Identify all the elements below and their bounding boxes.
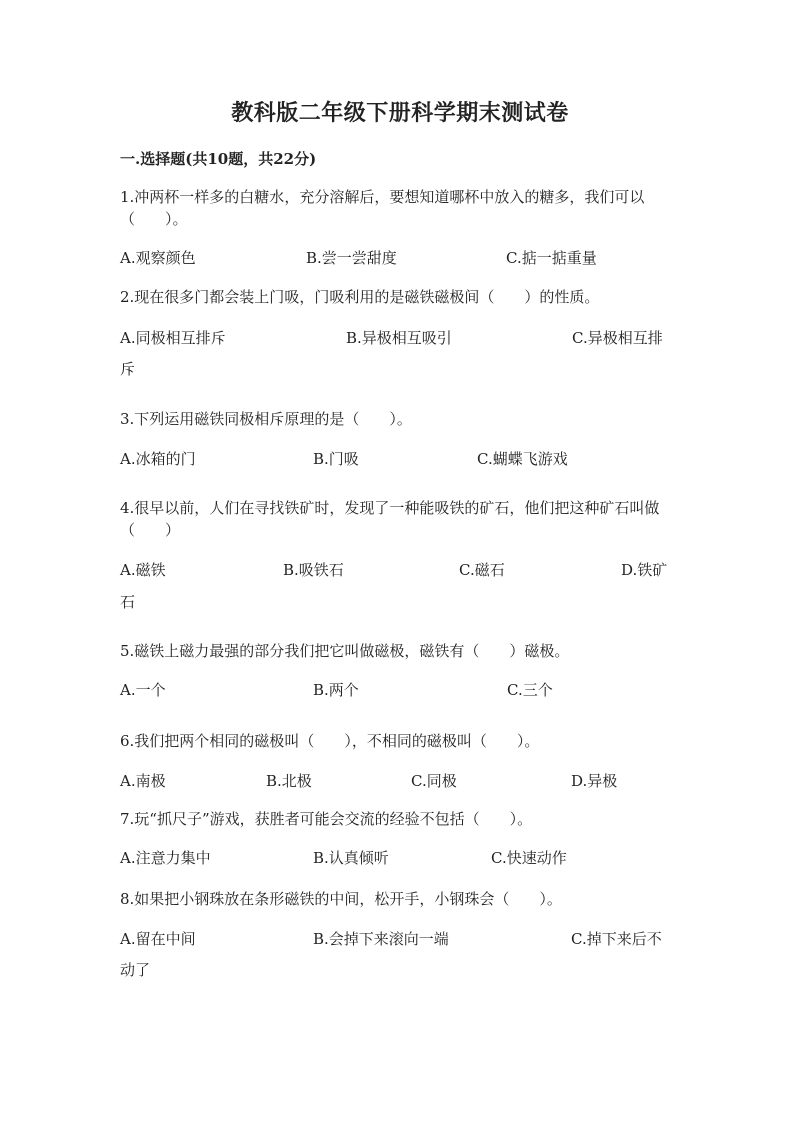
option-a: A.冰箱的门 <box>120 450 196 468</box>
option-a: A.一个 <box>120 681 166 699</box>
option-c: C.掉下来后不 <box>571 930 662 948</box>
option-b: B.门吸 <box>313 450 359 468</box>
option-c: C.磁石 <box>459 561 505 579</box>
option-a: A.留在中间 <box>120 930 196 948</box>
question-8-options <box>120 924 672 954</box>
question-4-options <box>120 555 672 585</box>
question-4-option-d-wrap: 石 <box>120 593 136 611</box>
option-c: C.同极 <box>411 772 457 790</box>
page-title: 教科版二年级下册科学期末测试卷 <box>231 100 569 126</box>
question-2-text: 2.现在很多门都会装上门吸，门吸利用的是磁铁磁极间（ ）的性质。 <box>120 288 600 306</box>
question-8-text: 8.如果把小钢珠放在条形磁铁的中间，松开手，小钢珠会（ ）。 <box>120 890 562 908</box>
question-6-options <box>120 766 672 796</box>
question-6-text: 6.我们把两个相同的磁极叫（ ），不相同的磁极叫（ ）。 <box>120 732 540 750</box>
option-b: B.异极相互吸引 <box>346 329 452 347</box>
option-c: C.异极相互排 <box>572 329 663 347</box>
question-1-text: 1.冲两杯一样多的白糖水，充分溶解后，要想知道哪杯中放入的糖多，我们可以（ ）。 <box>120 188 645 228</box>
question-2-option-c-wrap: 斥 <box>120 360 136 378</box>
option-a: A.注意力集中 <box>120 849 211 867</box>
question-1-options <box>120 243 672 273</box>
option-d: D.异极 <box>571 772 618 790</box>
option-a: A.同极相互排斥 <box>120 329 226 347</box>
option-a: A.磁铁 <box>120 561 166 579</box>
option-c: C.三个 <box>507 681 553 699</box>
question-7-text: 7.玩“抓尺子”游戏，获胜者可能会交流的经验不包括（ ）。 <box>120 810 533 828</box>
question-5-options <box>120 675 672 705</box>
question-4-text: 4.很早以前，人们在寻找铁矿时，发现了一种能吸铁的矿石，他们把这种矿石叫做（ ） <box>120 499 660 539</box>
question-5-text: 5.磁铁上磁力最强的部分我们把它叫做磁极，磁铁有（ ）磁极。 <box>120 642 570 660</box>
option-b: B.尝一尝甜度 <box>306 249 397 267</box>
option-b: B.会掉下来滚向一端 <box>313 930 449 948</box>
option-b: B.认真倾听 <box>313 849 389 867</box>
question-3-text: 3.下列运用磁铁同极相斥原理的是（ ）。 <box>120 410 412 428</box>
option-b: B.吸铁石 <box>283 561 344 579</box>
question-7-options <box>120 843 672 873</box>
option-b: B.北极 <box>266 772 312 790</box>
option-b: B.两个 <box>313 681 359 699</box>
option-a: A.观察颜色 <box>120 249 196 267</box>
option-c: C.蝴蝶飞游戏 <box>477 450 568 468</box>
option-c: C.快速动作 <box>491 849 567 867</box>
section-heading: 一.选择题(共10题，共22分) <box>120 150 317 168</box>
question-8-option-c-wrap: 动了 <box>120 961 151 979</box>
question-3-options <box>120 444 672 474</box>
question-2-options <box>120 323 672 353</box>
option-c: C.掂一掂重量 <box>506 249 597 267</box>
option-d: D.铁矿 <box>621 561 668 579</box>
option-a: A.南极 <box>120 772 166 790</box>
